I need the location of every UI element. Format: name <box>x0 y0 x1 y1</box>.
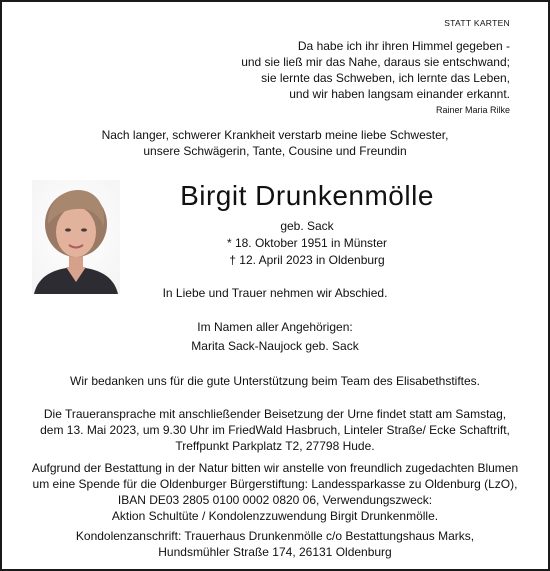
ceremony-line: Treffpunkt Parkplatz T2, 27798 Hude. <box>175 439 375 453</box>
portrait-photo <box>32 180 120 294</box>
farewell-line: In Liebe und Trauer nehmen wir Abschied. <box>162 286 388 300</box>
poem-line: Da habe ich ihr ihren Himmel gegeben - <box>297 39 510 53</box>
intro-line: Nach langer, schwerer Krankheit verstarb meine liebe Schwester, <box>101 128 449 142</box>
donation-line: IBAN DE03 2805 0100 0002 0820 06, Verwendungszweck: <box>117 493 433 507</box>
poem-line: und wir haben langsam einander erkannt. <box>289 87 510 101</box>
ceremony-line: Die Traueransprache mit anschließender Beisetzung der Urne findet statt am Samstag, <box>43 407 507 421</box>
condolence-line: Hundsmühler Straße 174, 26131 Oldenburg <box>158 545 392 559</box>
portrait-image <box>32 180 120 294</box>
death-date: † 12. April 2023 in Oldenburg <box>229 253 385 267</box>
poem-author: Rainer Maria Rilke <box>435 105 510 115</box>
relatives-label: Im Namen aller Angehörigen: <box>197 320 353 334</box>
condolence-line: Kondolenzanschrift: Trauerhaus Drunkenmölle c/o Bestattungshaus Marks, <box>75 529 475 543</box>
thanks-line: Wir bedanken uns für die gute Unterstützung beim Team des Elisabethstiftes. <box>70 374 480 388</box>
maiden-name: geb. Sack <box>280 219 334 233</box>
birth-date: * 18. Oktober 1951 in Münster <box>226 236 388 250</box>
donation-line: um eine Spende für die Oldenburger Bürgerstiftung: Landessparkasse zu Oldenburg (LzO), <box>32 477 518 491</box>
statt-karten-label: STATT KARTEN <box>444 18 510 28</box>
donation-line: Aufgrund der Bestattung in der Natur bitten wir anstelle von freundlich zugedachten Blumen <box>31 461 519 475</box>
donation-line: Aktion Schultüte / Kondolenzzuwendung Birgit Drunkenmölle. <box>111 509 439 523</box>
poem-line: sie lernte das Schweben, ich lernte das Leben, <box>261 71 510 85</box>
deceased-name: Birgit Drunkenmölle <box>180 180 434 211</box>
poem-line: und sie ließ mir das Nahe, daraus sie entschwand; <box>241 55 510 69</box>
relatives-names: Marita Sack-Naujock geb. Sack <box>191 339 359 353</box>
ceremony-line: dem 13. Mai 2023, um 9.30 Uhr im FriedWald Hasbruch, Linteler Straße/ Ecke Schaftrift, <box>40 423 510 437</box>
intro-line: unsere Schwägerin, Tante, Cousine und Freundin <box>143 144 407 158</box>
